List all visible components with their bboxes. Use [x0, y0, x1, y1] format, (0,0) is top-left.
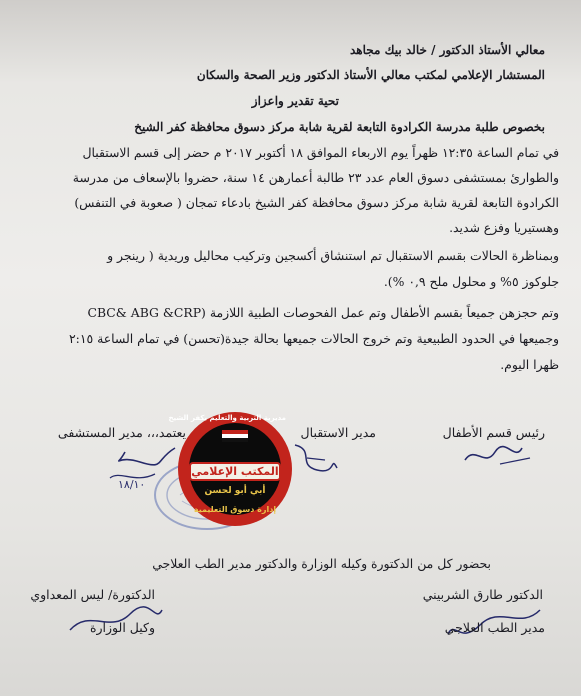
paragraph2-line1: وبمناظرة الحالات بقسم الاستقبال تم استنشاق أكسجين وتركيب محاليل وريدية ( رينجر و	[107, 248, 559, 263]
paragraph1-line2: والطوارئ بمستشفى دسوق العام عدد ٢٣ طالبة أعمارهن ١٤ سنة، حضروا بالإسعاف من مدرسة	[72, 170, 559, 185]
emblem-ring-text: مديرية التربية والتعليم بكفر الشيخ	[168, 414, 286, 422]
paragraph3-line3: ظهرا اليوم.	[500, 357, 559, 372]
subject-line: بخصوص طلبة مدرسة الكرادوة التابعة لقرية شابة مركز دسوق محافظة كفر الشيخ	[134, 120, 545, 134]
emblem-script-line: أبي أبو لحسن	[204, 486, 266, 496]
left-doctor-name: الدكتورة/ ليس المعداوي	[30, 587, 155, 602]
hospital-director-label: يعتمد،،، مدير المستشفى	[57, 425, 186, 440]
reception-director-signature	[285, 440, 345, 480]
paragraph3-line2: وجميعها في الحدود الطبيعية وتم خروج الحالات جميعها بحالة جيدة(تحسن) في تمام الساعة ٢:١٥	[69, 331, 559, 346]
right-doctor-title: مدير الطب العلاجي	[444, 620, 545, 635]
children-head-label: رئيس قسم الأطفال	[442, 425, 545, 440]
addressee-title-line: المستشار الإعلامي لمكتب معالي الأستاذ الدكتور وزير الصحة والسكان	[196, 68, 545, 82]
emblem-bottom-text: إدارة دسوق التعليمية	[193, 505, 277, 514]
paragraph3-line1: وتم حجزهن جميعاً بقسم الأطفال وتم عمل الفحوصات الطبية اللازمة (CBC& ABG &CRP	[87, 305, 559, 320]
paragraph1-line1: في تمام الساعة ١٢:٣٥ ظهراً يوم الاربعاء الموافق ١٨ أكتوبر ٢٠١٧ م حضر إلى قسم الاستقبال	[82, 145, 559, 160]
paragraph2-line2: جلوكوز ٥% و محلول ملح ٠,٩ %).	[383, 274, 559, 289]
paragraph1-line3: الكرادوة التابعة لقرية شابة مركز دسوق محافظة كفر الشيخ بادعاء تمجان ( صعوبة في التنفس)	[74, 195, 559, 210]
media-office-emblem	[168, 410, 294, 528]
right-doctor-name: الدكتور طارق الشربيني	[422, 587, 543, 602]
addressee-line: معالي الأستاذ الدكتور / خالد بيك مجاهد	[349, 43, 545, 57]
handwritten-date: ١٨/١٠	[118, 478, 146, 491]
reception-director-label: مدير الاستقبال	[300, 425, 376, 440]
children-head-signature	[460, 440, 540, 470]
paragraph1-line4: وهستيريا وفزع شديد.	[449, 220, 559, 235]
greeting-line: تحية تقدير واعزاز	[251, 94, 339, 108]
emblem-banner: المكتب الإعلامي	[191, 465, 279, 478]
presence-line: بحضور كل من الدكتورة وكيله الوزارة والدكتور مدير الطب العلاجي	[152, 556, 491, 571]
left-doctor-title: وكيل الوزارة	[89, 620, 155, 635]
